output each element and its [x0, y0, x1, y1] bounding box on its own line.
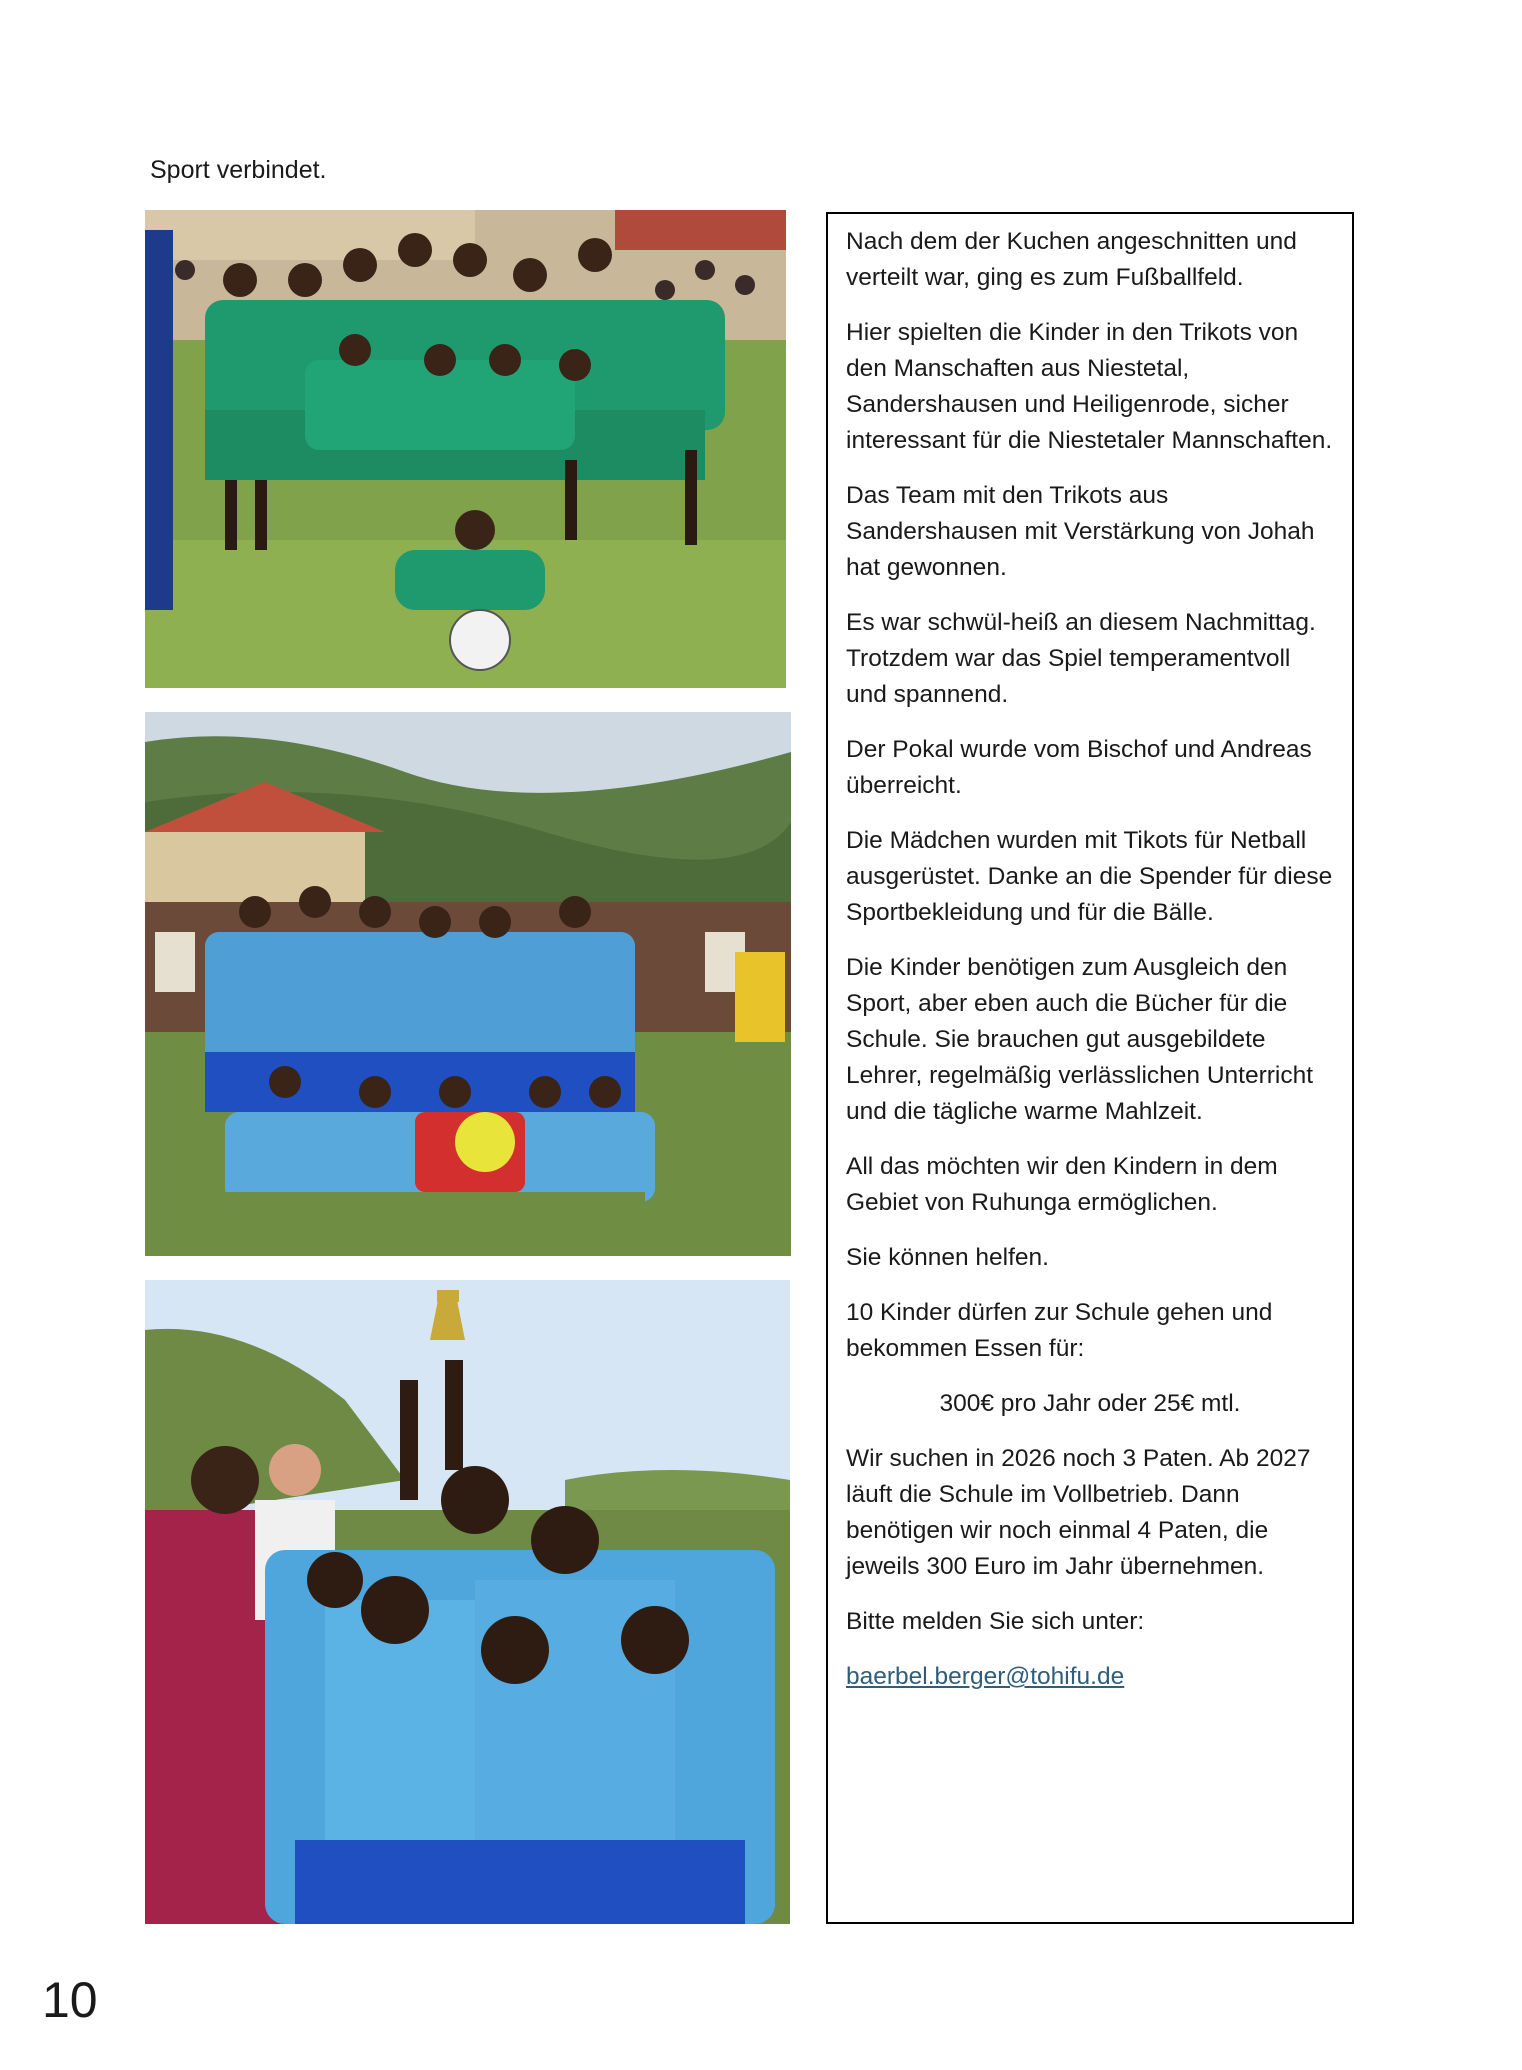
paragraph-3: Das Team mit den Trikots aus Sandershausen mit Verstärkung von Johah hat gewonnen.	[846, 482, 1315, 581]
paragraph-2: Hier spielten die Kinder in den Trikots von den Manschaften aus Niestetal, Sandershausen und Heiligenrode, sicher interessant für die Niestetaler Mannschaften.	[846, 319, 1333, 454]
paragraph-12: Wir suchen in 2026 noch 3 Paten. Ab 2027 läuft die Schule im Vollbetrieb. Dann benötigen wir noch einmal 4 Paten, die jeweils 300 Euro im Jahr übernehmen.	[846, 1445, 1311, 1580]
photo-caption: Sport verbindet.	[150, 156, 327, 184]
football-team-blue-jerseys-photo	[145, 712, 791, 1256]
email-link[interactable]: baerbel.berger@tohifu.de	[846, 1663, 1125, 1690]
paragraph-7: Die Kinder benötigen zum Ausgleich den Sport, aber eben auch die Bücher für die Schule. Sie brauchen gut ausgebildete Lehrer, regelmäßig verlässlichen Unterricht und die tägliche warme Mahlzeit.	[846, 954, 1314, 1125]
paragraph-8: All das möchten wir den Kindern in dem Gebiet von Ruhunga ermöglichen.	[846, 1153, 1278, 1216]
article-text-box	[826, 212, 1354, 1924]
paragraph-5: Der Pokal wurde vom Bischof und Andreas überreicht.	[846, 736, 1312, 799]
paragraph-4: Es war schwül-heiß an diesem Nachmittag. Trotzdem war das Spiel temperamentvoll und spannend.	[846, 609, 1316, 708]
price-line: 300€ pro Jahr oder 25€ mtl.	[939, 1390, 1241, 1417]
paragraph-13: Bitte melden Sie sich unter:	[846, 1608, 1145, 1635]
trophy-celebration-photo	[145, 1280, 790, 1924]
paragraph-9: Sie können helfen.	[846, 1244, 1049, 1271]
paragraph-10: 10 Kinder dürfen zur Schule gehen und bekommen Essen für:	[846, 1299, 1273, 1362]
paragraph-6: Die Mädchen wurden mit Tikots für Netball ausgerüstet. Danke an die Spender für diese Sportbekleidung und für die Bälle.	[846, 827, 1333, 926]
football-team-green-jerseys-photo	[145, 210, 786, 688]
page-number: 10	[42, 1972, 98, 2028]
paragraph-1: Nach dem der Kuchen angeschnitten und verteilt war, ging es zum Fußballfeld.	[846, 228, 1297, 291]
